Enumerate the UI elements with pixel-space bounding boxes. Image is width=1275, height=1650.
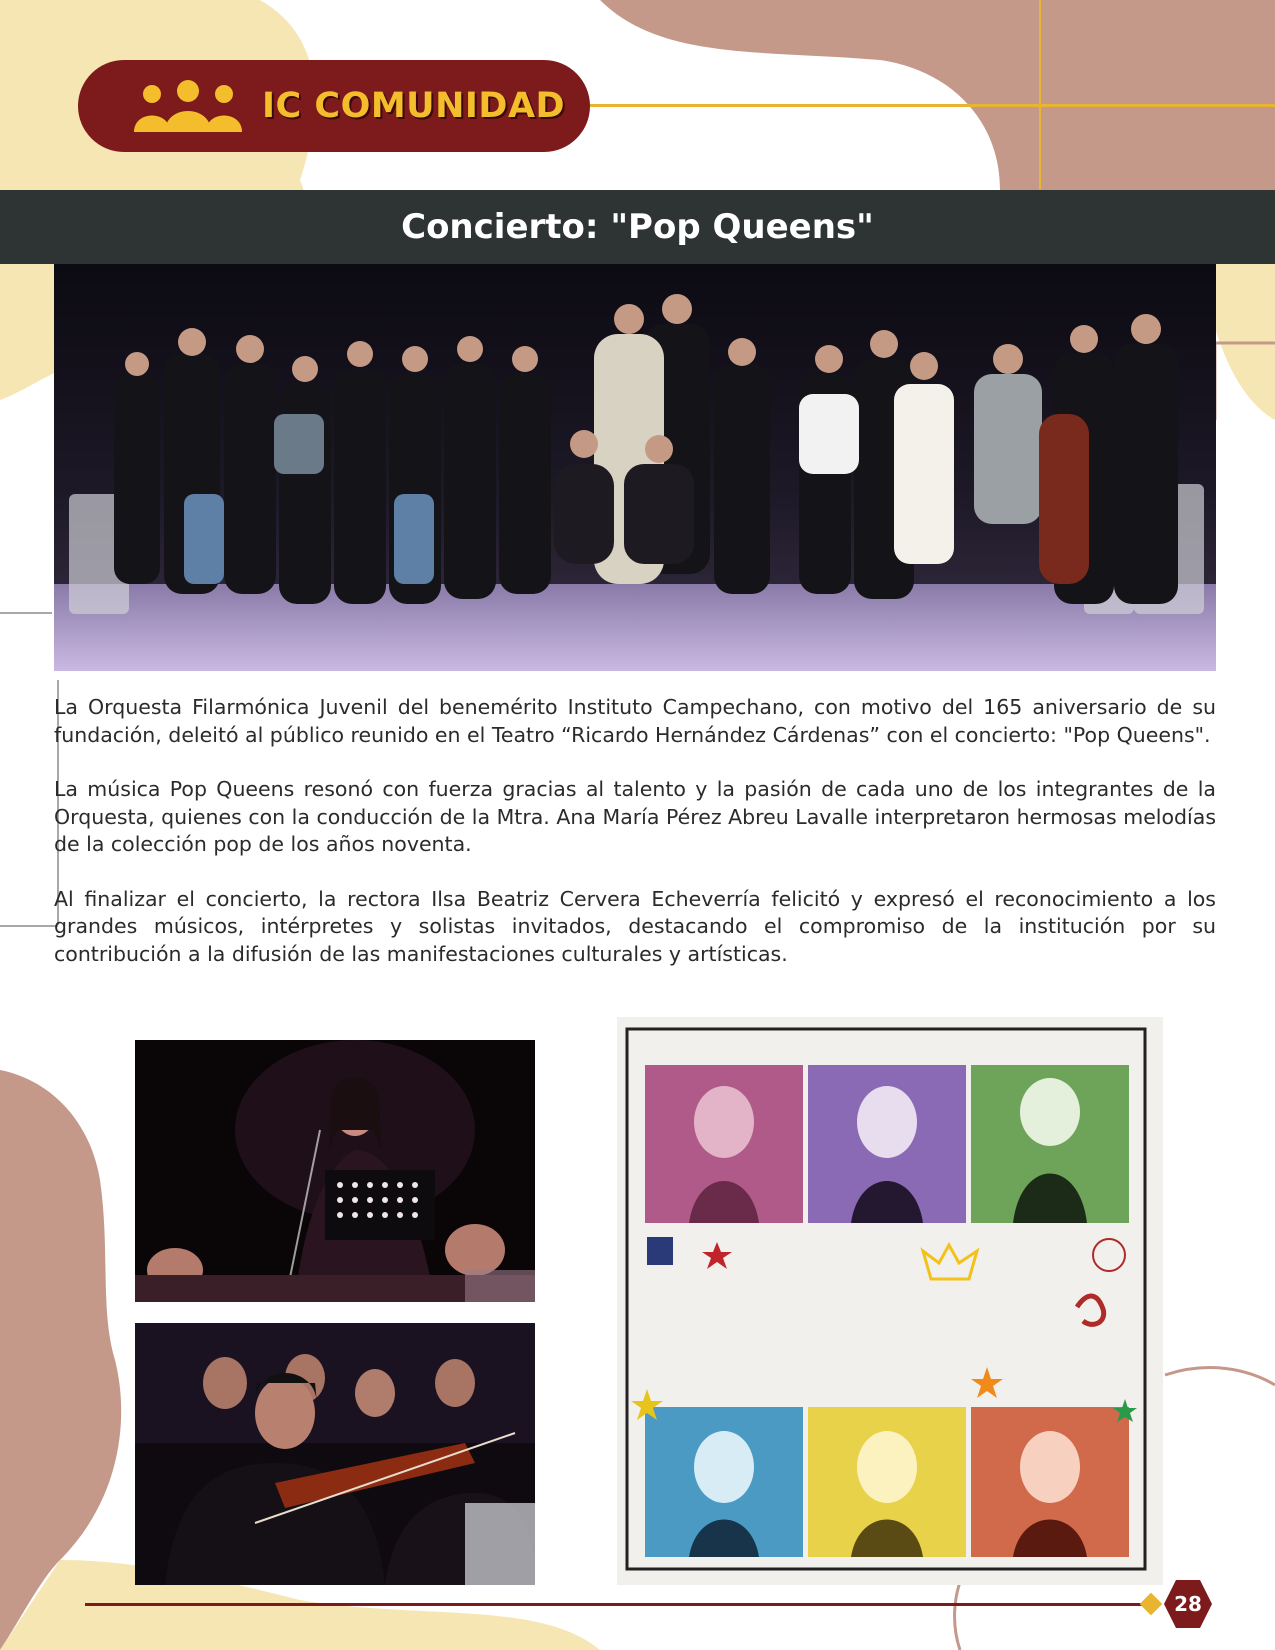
text-frame-line-top xyxy=(0,612,52,614)
concert-poster xyxy=(617,1017,1163,1585)
footer-divider xyxy=(85,1603,1145,1606)
group-photo xyxy=(54,264,1216,671)
article-paragraph: La música Pop Queens resonó con fuerza gracias al talento y la pasión de cada uno de los integrantes de la Orquesta, quienes con la conducción de la Mtra. Ana María Pérez Abreu Lavalle interpretaron hermosas melodías de la colección pop de los años noventa. xyxy=(54,777,1216,856)
article-paragraph: Al finalizar el concierto, la rectora Ilsa Beatriz Cervera Echeverría felicitó y expresó el reconocimiento a los grandes músicos, intérpretes y solistas invitados, destacando el compromiso de la institución por su contribución a la difusión de las manifestaciones culturales y artísticas. xyxy=(54,886,1216,966)
people-group-icon xyxy=(130,80,246,132)
article-body xyxy=(54,694,1216,995)
violinists-photo xyxy=(135,1323,535,1585)
section-label: IC COMUNIDAD xyxy=(262,86,566,126)
singer-photo xyxy=(135,1040,535,1302)
article-paragraph: La Orquesta Filarmónica Juvenil del benemérito Instituto Campechano, con motivo del 165 aniversario de su fundación, deleitó al público reunido en el Teatro “Ricardo Hernández Cárdenas” con el concierto: "Pop Queens". xyxy=(54,695,1216,747)
article-title-bar xyxy=(0,190,1275,264)
text-frame-line-bottom xyxy=(0,925,58,927)
section-header-pill xyxy=(78,60,590,152)
article-title: Concierto: "Pop Queens" xyxy=(401,207,874,247)
header-divider xyxy=(588,104,1275,107)
page-number: 28 xyxy=(1174,1592,1202,1616)
